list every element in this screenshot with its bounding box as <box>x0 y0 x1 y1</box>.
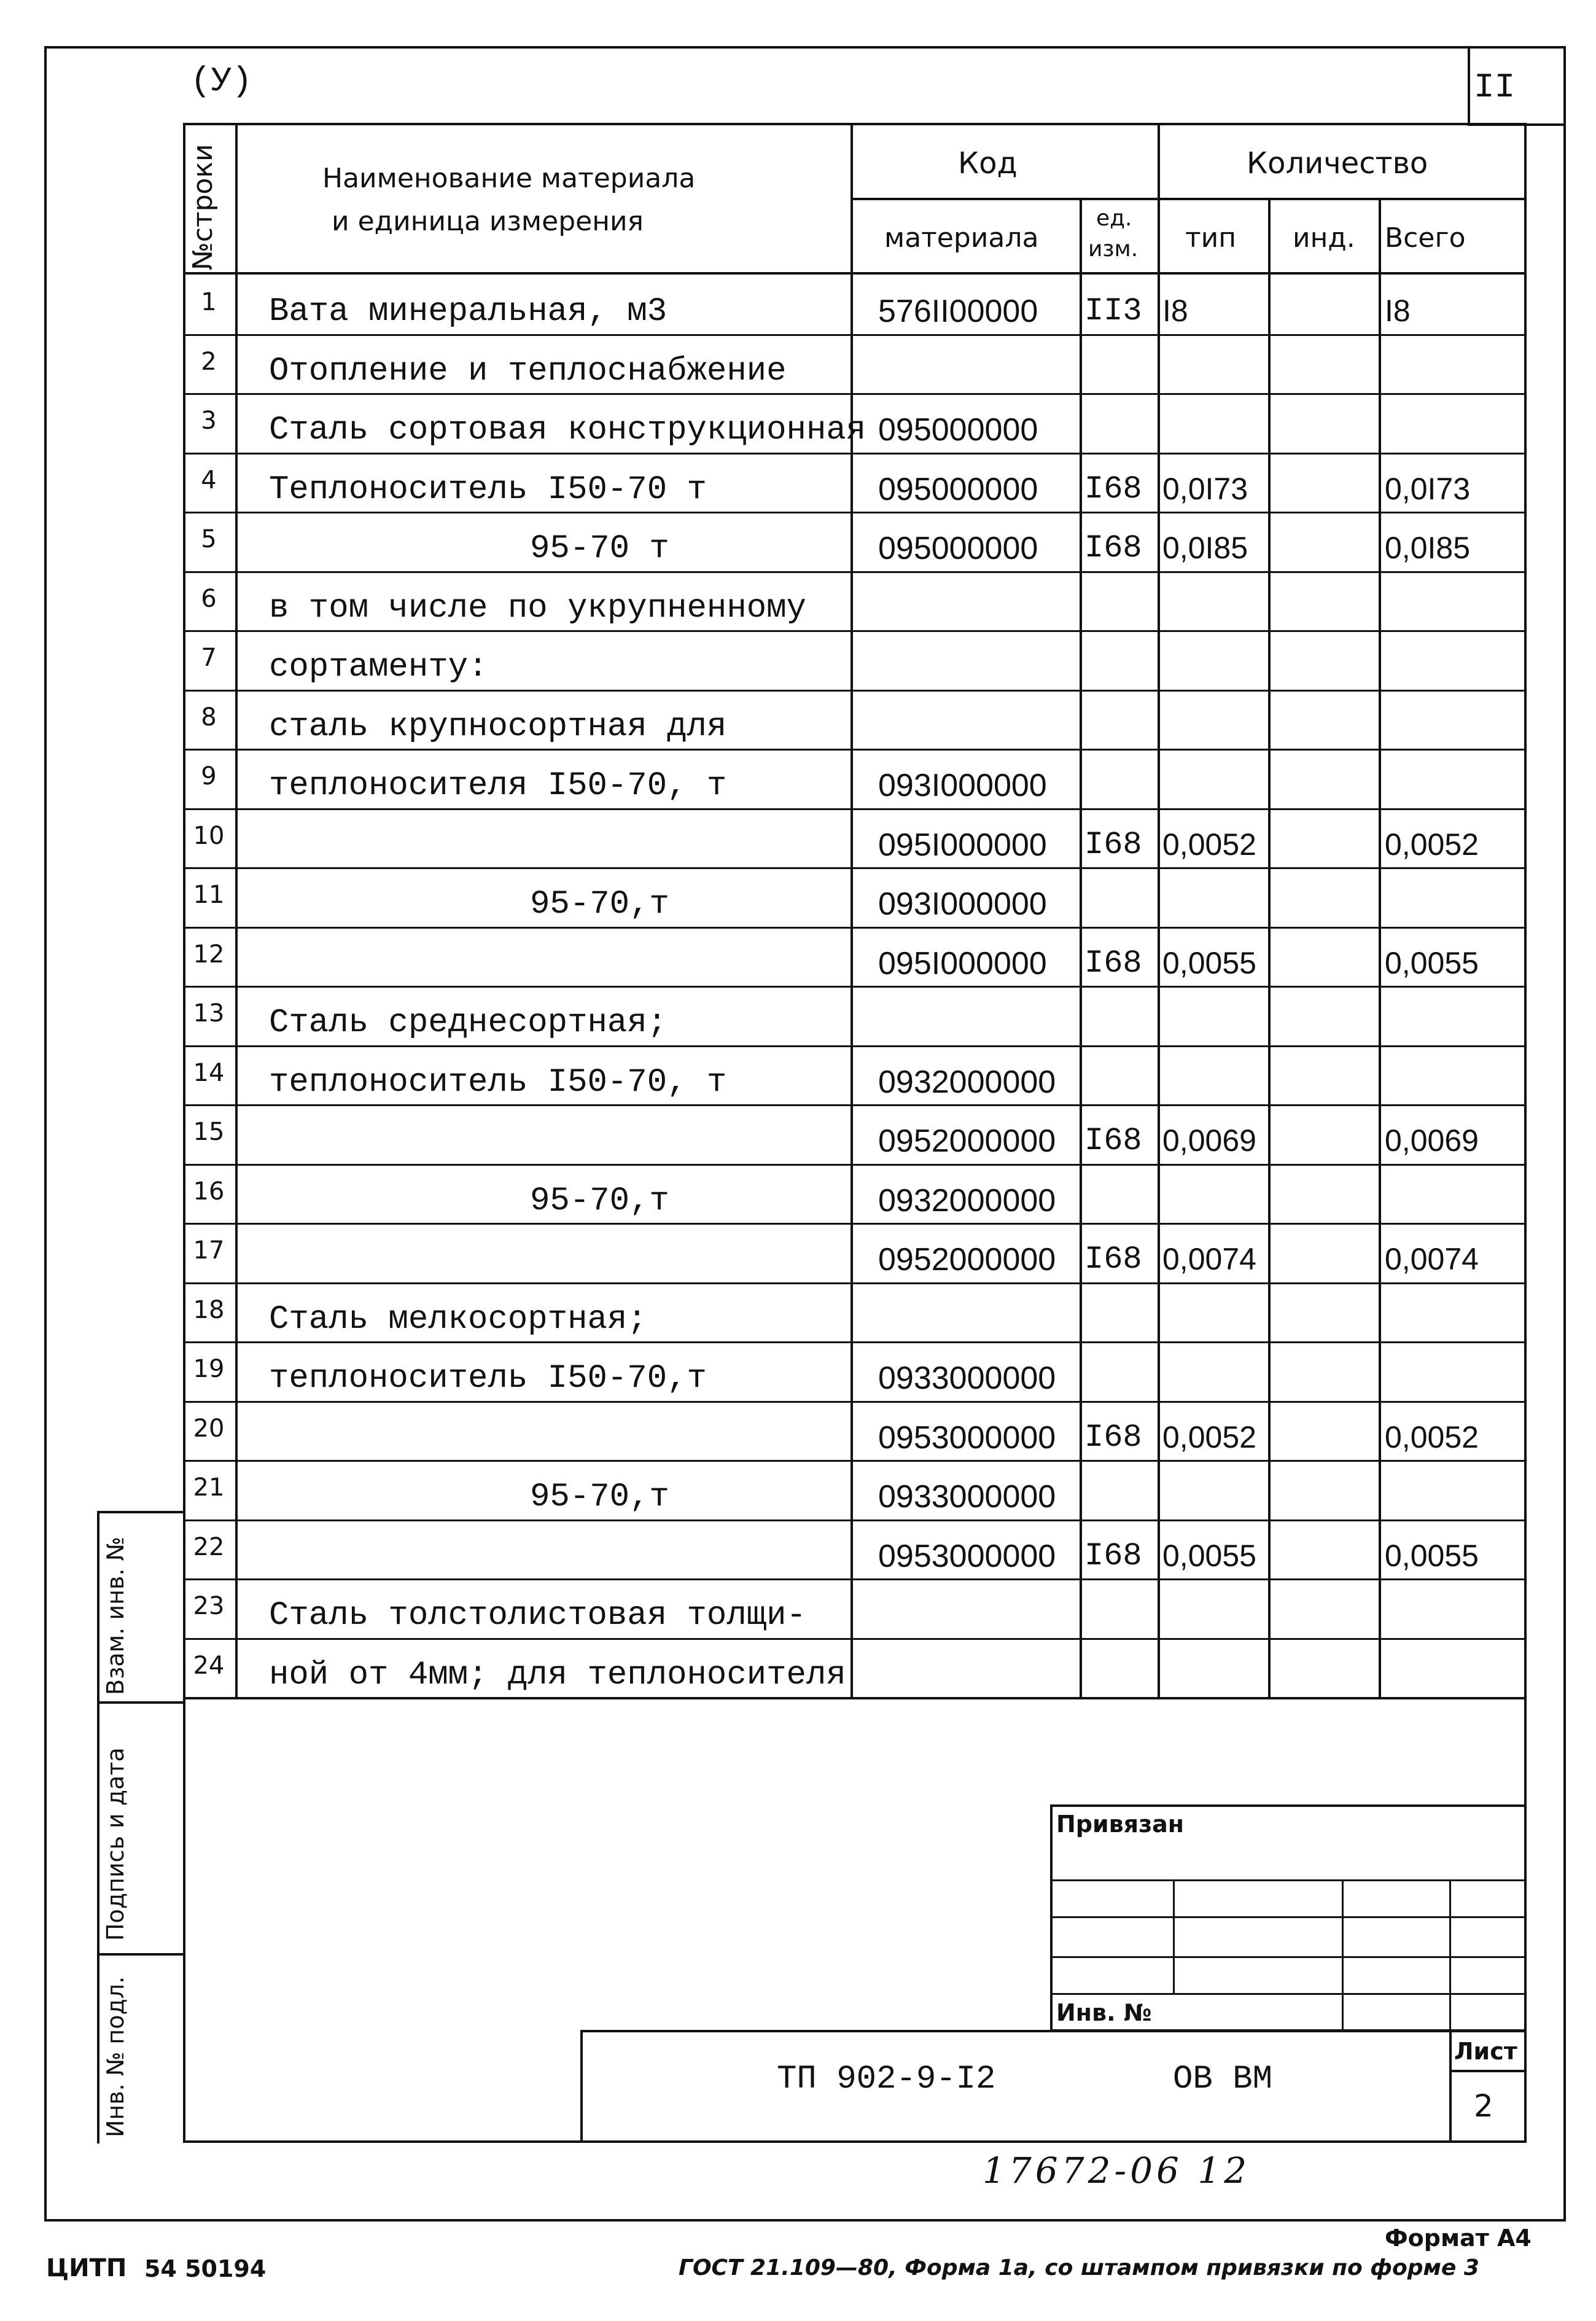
footer-gost: ГОСТ 21.109—80, Форма 1а, со штампом привязки по форме 3 <box>679 2255 1479 2280</box>
row-code: 095I000000 <box>878 827 1047 863</box>
row-code: 095I000000 <box>878 945 1047 981</box>
row-number: 17 <box>193 1236 225 1265</box>
privyazan-line-3 <box>1050 1956 1524 1958</box>
row-number: 24 <box>193 1651 225 1680</box>
table-bottom-line <box>183 1697 1524 1699</box>
privyazan-col-3 <box>1449 1879 1451 2032</box>
row-typ: 0,0I85 <box>1162 531 1248 565</box>
stamp-list-label: Лист <box>1454 2038 1517 2065</box>
row-number: 15 <box>193 1118 225 1146</box>
row-unit: I68 <box>1084 530 1142 566</box>
row-typ: 0,0052 <box>1162 827 1256 862</box>
header-material: материала <box>884 222 1039 254</box>
row-name: Теплоноситель I50-70 т <box>269 470 707 509</box>
row-line <box>183 927 1524 929</box>
row-unit: I68 <box>1084 945 1142 981</box>
row-number: 2 <box>201 347 217 376</box>
privyazan-col-1 <box>1173 1879 1175 1995</box>
row-name: теплоносителя I50-70, т <box>269 767 727 805</box>
row-name: 95-70,т <box>530 1478 669 1516</box>
row-code: 093I000000 <box>878 768 1047 803</box>
row-number: 1 <box>201 288 217 316</box>
header-mid-line <box>851 198 1524 200</box>
row-typ: I8 <box>1162 294 1188 328</box>
footer-org: ЦИТП <box>46 2254 127 2282</box>
privyazan-label: Привязан <box>1056 1811 1185 1838</box>
header-name-line2: и единица измерения <box>332 206 644 237</box>
row-number: 22 <box>193 1532 225 1561</box>
row-number: 18 <box>193 1295 225 1324</box>
lower-right-line <box>1524 1697 1527 2140</box>
row-name: 95-70,т <box>530 1182 669 1220</box>
privyazan-col-2 <box>1342 1879 1344 2032</box>
col-line-7 <box>1524 123 1527 1699</box>
privyazan-line-2 <box>1050 1916 1524 1918</box>
side-sep-2 <box>97 1701 183 1704</box>
row-number: 12 <box>193 940 225 969</box>
row-number: 16 <box>193 1177 225 1206</box>
row-number: 4 <box>201 466 217 494</box>
corner-mark: (У) <box>190 61 252 101</box>
row-unit: I68 <box>1084 1123 1142 1159</box>
row-line <box>183 690 1524 692</box>
row-code: 095000000 <box>878 531 1038 566</box>
header-quantity: Количество <box>1247 146 1428 181</box>
row-line <box>183 1638 1524 1640</box>
row-unit: I68 <box>1084 1241 1142 1278</box>
side-column-line <box>97 1511 99 2144</box>
row-line <box>183 453 1524 454</box>
row-total: 0,0069 <box>1385 1123 1479 1158</box>
row-line <box>183 334 1524 336</box>
header-typ: тип <box>1185 222 1236 254</box>
row-code: 095000000 <box>878 471 1038 507</box>
row-name: Сталь толстолистовая толщи- <box>269 1597 806 1634</box>
row-name: 95-70 т <box>530 530 669 568</box>
row-typ: 0,0I73 <box>1162 471 1248 506</box>
row-line <box>183 1341 1524 1343</box>
stamp-list-divider <box>1449 2030 1452 2140</box>
row-number: 20 <box>193 1414 225 1443</box>
row-total: 0,0055 <box>1385 1538 1479 1573</box>
row-name: сталь крупносортная для <box>269 708 727 746</box>
row-code: 0952000000 <box>878 1123 1056 1159</box>
row-line <box>183 1578 1524 1580</box>
footer-format: Формат А4 <box>1385 2225 1532 2252</box>
header-name-line1: Наименование материала <box>322 163 696 194</box>
col-line-3 <box>1080 198 1082 1699</box>
side-sep-1 <box>97 1511 183 1513</box>
lower-left-line <box>183 1697 185 2140</box>
row-number: 8 <box>201 703 217 731</box>
row-number: 3 <box>201 407 217 435</box>
row-line <box>183 1401 1524 1403</box>
row-name: Сталь мелкосортная; <box>269 1300 647 1338</box>
row-total: I8 <box>1385 294 1411 328</box>
row-code: 0932000000 <box>878 1064 1056 1100</box>
stamp-list-number: 2 <box>1474 2088 1493 2124</box>
row-number: 5 <box>201 525 217 553</box>
handwritten-number: 17672-06 12 <box>983 2150 1251 2191</box>
row-code: 095000000 <box>878 412 1038 448</box>
row-name: 95-70,т <box>530 886 669 923</box>
row-name: Сталь среднесортная; <box>269 1004 668 1042</box>
header-row-no: №строки <box>187 144 219 270</box>
row-number: 7 <box>201 644 217 672</box>
row-code: 0932000000 <box>878 1182 1056 1219</box>
row-name: в том числе по укрупненному <box>269 589 806 627</box>
row-number: 13 <box>193 999 225 1028</box>
row-line <box>183 749 1524 751</box>
row-line <box>183 1282 1524 1284</box>
header-unit-line1: ед. <box>1096 206 1132 231</box>
row-total: 0,0052 <box>1385 827 1479 862</box>
row-name: Вата минеральная, м3 <box>269 293 668 330</box>
row-code: 0953000000 <box>878 1538 1056 1574</box>
row-line <box>183 393 1524 395</box>
footer-code: 54 50194 <box>144 2255 267 2282</box>
sheet-mark: II <box>1474 68 1516 107</box>
row-unit: II3 <box>1084 293 1142 329</box>
row-code: 0952000000 <box>878 1242 1056 1278</box>
privyazan-line-4 <box>1050 1993 1524 1995</box>
main-stamp <box>580 2030 1524 2140</box>
header-total: Всего <box>1385 222 1466 254</box>
side-sep-3 <box>97 1953 183 1956</box>
header-code: Код <box>958 146 1018 181</box>
row-code: 0933000000 <box>878 1479 1056 1515</box>
row-typ: 0,0052 <box>1162 1419 1256 1454</box>
col-line-1 <box>235 123 238 1699</box>
row-number: 14 <box>193 1058 225 1087</box>
row-code: 093I000000 <box>878 886 1047 922</box>
row-number: 10 <box>193 821 225 850</box>
row-typ: 0,0074 <box>1162 1242 1256 1276</box>
row-number: 23 <box>193 1592 225 1620</box>
row-code: 0953000000 <box>878 1419 1056 1456</box>
row-name: Отопление и теплоснабжение <box>269 352 787 390</box>
row-number: 9 <box>201 762 217 790</box>
row-unit: I68 <box>1084 826 1142 863</box>
side-label-vzam: Взам. инв. № <box>102 1536 129 1695</box>
row-line <box>183 571 1524 573</box>
row-name: теплоноситель I50-70, т <box>269 1063 727 1101</box>
row-line <box>183 1519 1524 1521</box>
row-total: 0,0I73 <box>1385 471 1471 506</box>
row-unit: I68 <box>1084 470 1142 507</box>
side-label-inv-podl: Инв. № подл. <box>102 1976 129 2137</box>
row-line <box>183 512 1524 513</box>
row-total: 0,0074 <box>1385 1242 1479 1276</box>
row-typ: 0,0055 <box>1162 1538 1256 1573</box>
row-unit: I68 <box>1084 1419 1142 1456</box>
row-line <box>183 867 1524 869</box>
col-line-5 <box>1268 198 1271 1699</box>
row-typ: 0,0055 <box>1162 945 1256 980</box>
row-number: 19 <box>193 1355 225 1383</box>
row-line <box>183 1045 1524 1047</box>
col-line-4 <box>1158 123 1160 1699</box>
row-line <box>183 1164 1524 1166</box>
col-line-2 <box>851 123 853 1699</box>
row-name: сортаменту: <box>269 649 488 686</box>
stamp-list-hline <box>1449 2070 1524 2072</box>
privyazan-line-1 <box>1050 1879 1524 1881</box>
row-total: 0,0052 <box>1385 1419 1479 1454</box>
row-total: 0,0055 <box>1385 945 1479 980</box>
row-code: 0933000000 <box>878 1360 1056 1396</box>
table-top-line <box>183 123 1524 125</box>
header-bottom-line <box>183 272 1524 275</box>
lower-bottom-line <box>183 2140 1527 2143</box>
stamp-doc-code: ТП 902-9-I2 <box>777 2061 996 2098</box>
stamp-inv-label: Инв. № <box>1056 1999 1152 2026</box>
row-code: 576II00000 <box>878 294 1038 329</box>
privyazan-block <box>1050 1804 1524 2032</box>
row-line <box>183 1104 1524 1106</box>
row-line <box>183 1223 1524 1225</box>
row-name: Сталь сортовая конструкционная <box>269 412 866 449</box>
row-line <box>183 808 1524 810</box>
side-label-podpis: Подпись и дата <box>102 1747 129 1941</box>
row-name: ной от 4мм; для теплоносителя <box>269 1656 846 1694</box>
col-line-6 <box>1379 198 1381 1699</box>
row-line <box>183 630 1524 632</box>
row-name: теплоноситель I50-70,т <box>269 1360 707 1397</box>
row-total: 0,0I85 <box>1385 531 1471 565</box>
row-number: 6 <box>201 584 217 613</box>
header-ind: инд. <box>1293 222 1355 254</box>
row-number: 21 <box>193 1473 225 1502</box>
stamp-section: ОВ ВМ <box>1173 2061 1273 2098</box>
row-line <box>183 986 1524 988</box>
row-line <box>183 1460 1524 1462</box>
row-number: 11 <box>193 881 225 909</box>
row-unit: I68 <box>1084 1537 1142 1574</box>
row-typ: 0,0069 <box>1162 1123 1256 1158</box>
header-unit-line2: изм. <box>1088 236 1139 262</box>
